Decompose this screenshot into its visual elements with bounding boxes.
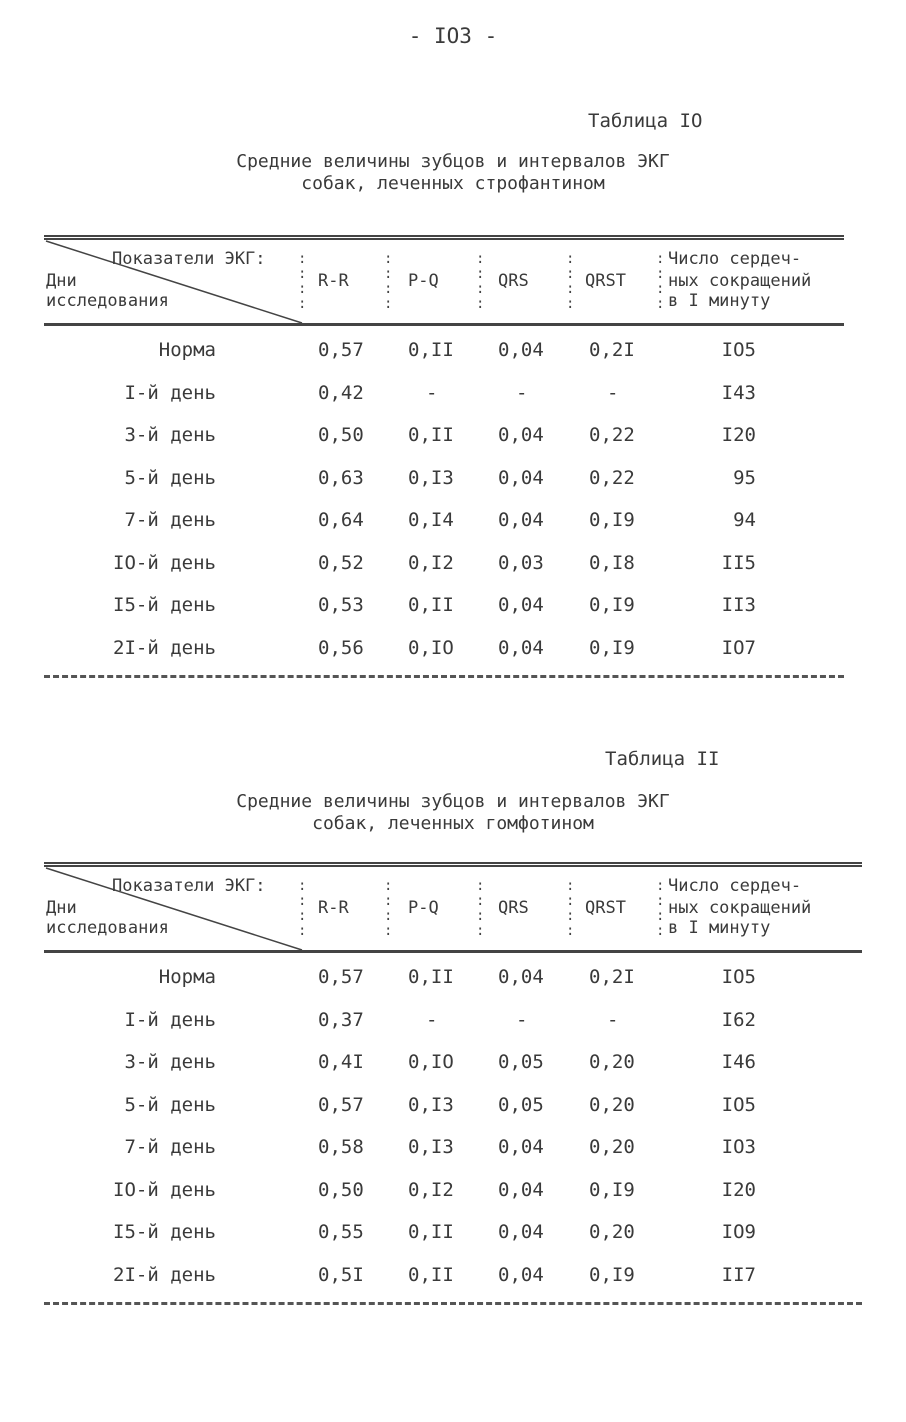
table-row [44,637,844,677]
header-qrs: QRЅ [498,271,529,291]
table-row [44,966,862,1006]
cell-rr: 0,64 [318,509,364,531]
column-separator: : [384,281,393,297]
page-number: - IO3 - [408,24,498,48]
cell-qrs: 0,04 [498,1263,544,1286]
column-separator: : [566,251,575,267]
column-separator: : [384,893,393,909]
cell-rr: 0,55 [318,1221,364,1243]
cell-heart-rate: II5 [721,551,756,574]
header-qrs: QRЅ [498,898,529,918]
cell-qrst: 0,20 [589,1051,635,1073]
cell-pq: 0,II [408,339,454,361]
cell-rr: 0,56 [318,636,364,659]
cell-rr: 0,50 [318,1178,364,1201]
column-separator: : [298,296,307,312]
cell-pq: 0,II [408,1263,454,1286]
cell-pq: 0,II [408,1221,454,1243]
header-indicators: Показатели ЭКГ: [112,249,266,269]
table-row [44,1264,862,1304]
header-days: Дни [46,898,77,918]
cell-pq: 0,I3 [408,1093,454,1116]
column-separator: : [476,266,485,282]
cell-heart-rate: I20 [721,424,756,446]
column-separator: : [566,923,575,939]
cell-pq: - [426,381,438,404]
column-separator: : [298,878,307,894]
cell-rr: 0,4I [318,1051,364,1073]
table-bottom-rule [44,675,844,678]
cell-qrst: 0,I9 [589,1178,635,1201]
table-10-caption-line1: Средние величины зубцов и интервалов ЭКГ [236,151,670,172]
cell-rr: 0,63 [318,466,364,489]
table-row [44,467,844,507]
column-separator: : [476,281,485,297]
cell-qrst: 0,20 [589,1093,635,1116]
header-heart-rate-2: ных сокращений [668,898,812,918]
cell-qrst: 0,I9 [589,1263,635,1286]
column-separator: : [656,266,665,282]
header-heart-rate-1: Число сердеч- [668,876,802,896]
cell-rr: 0,57 [318,339,364,361]
column-separator: : [476,251,485,267]
cell-qrs: 0,04 [498,594,544,616]
cell-qrs: 0,04 [498,1221,544,1243]
row-day-label: I5-й день [113,594,216,616]
cell-pq: 0,I3 [408,1136,454,1158]
column-separator: : [566,296,575,312]
cell-pq: 0,I4 [408,509,454,531]
row-day-label: 5-й день [124,1093,216,1116]
cell-qrst: - [607,1008,619,1031]
cell-pq: 0,II [408,594,454,616]
header-heart-rate-2: ных сокращений [668,271,812,291]
column-separator: : [384,296,393,312]
cell-qrs: - [516,381,528,404]
cell-pq: 0,IO [408,1051,454,1073]
column-separator: : [656,893,665,909]
column-separator: : [384,878,393,894]
cell-rr: 0,58 [318,1136,364,1158]
row-day-label: IO-й день [113,551,216,574]
header-research: исследования [46,291,169,311]
row-day-label: 2I-й день [113,636,216,659]
column-separator: : [476,908,485,924]
header-pq: P-Q [408,271,439,291]
table-row [44,1179,862,1219]
cell-rr: 0,42 [318,381,364,404]
cell-pq: - [426,1008,438,1031]
header-heart-rate-3: в I минуту [668,918,771,938]
table-10 [44,235,844,680]
column-separator: : [298,281,307,297]
cell-qrs: 0,04 [498,966,544,988]
cell-heart-rate: IO5 [721,1093,756,1116]
cell-rr: 0,57 [318,1093,364,1116]
table-row [44,1221,862,1261]
table-row [44,1136,862,1176]
cell-qrst: 0,20 [589,1221,635,1243]
cell-qrst: 0,2I [589,966,635,988]
cell-pq: 0,I3 [408,466,454,489]
cell-qrs: 0,04 [498,424,544,446]
table-row [44,1009,862,1049]
column-separator: : [566,266,575,282]
header-heart-rate-1: Число сердеч- [668,249,802,269]
table-11-label: Таблица II [605,748,720,770]
cell-qrst: 0,2I [589,339,635,361]
column-separator: : [298,266,307,282]
row-day-label: 7-й день [124,509,216,531]
column-separator: : [656,251,665,267]
column-separator: : [566,281,575,297]
cell-qrst: 0,22 [589,466,635,489]
cell-heart-rate: 94 [733,509,756,531]
column-separator: : [298,908,307,924]
table-row [44,509,844,549]
cell-heart-rate: I20 [721,1178,756,1201]
cell-heart-rate: IO5 [721,966,756,988]
cell-rr: 0,53 [318,594,364,616]
cell-qrs: - [516,1008,528,1031]
table-bottom-rule [44,1302,862,1305]
cell-rr: 0,50 [318,424,364,446]
row-day-label: I5-й день [113,1221,216,1243]
header-rr: R-R [318,898,349,918]
column-separator: : [656,908,665,924]
table-row [44,1094,862,1134]
cell-pq: 0,I2 [408,1178,454,1201]
cell-qrs: 0,04 [498,1136,544,1158]
row-day-label: I-й день [124,381,216,404]
row-day-label: 2I-й день [113,1263,216,1286]
table-10-caption [0,151,906,195]
row-day-label: I-й день [124,1008,216,1031]
table-11-caption-line1: Средние величины зубцов и интервалов ЭКГ [236,791,670,812]
row-day-label: Норма [158,966,216,988]
table-row [44,382,844,422]
column-separator: : [476,923,485,939]
table-row [44,339,844,379]
cell-pq: 0,IO [408,636,454,659]
cell-rr: 0,57 [318,966,364,988]
column-separator: : [384,251,393,267]
cell-qrs: 0,05 [498,1051,544,1073]
column-separator: : [298,251,307,267]
cell-heart-rate: I46 [721,1051,756,1073]
header-bottom-rule [44,323,844,326]
cell-qrs: 0,04 [498,339,544,361]
cell-qrs: 0,04 [498,1178,544,1201]
cell-pq: 0,II [408,424,454,446]
header-qrst: QRЅT [585,898,626,918]
table-row [44,552,844,592]
column-separator: : [298,923,307,939]
header-indicators: Показатели ЭКГ: [112,876,266,896]
cell-heart-rate: 95 [733,466,756,489]
column-separator: : [384,908,393,924]
cell-heart-rate: IO3 [721,1136,756,1158]
table-10-label: Таблица IO [588,110,703,132]
table-row [44,1051,862,1091]
cell-rr: 0,37 [318,1008,364,1031]
header-bottom-rule [44,950,862,953]
column-separator: : [384,923,393,939]
row-day-label: Норма [158,339,216,361]
cell-heart-rate: I62 [721,1008,756,1031]
table-11-caption-line2: собак, леченных гомфотином [312,813,594,834]
cell-heart-rate: II7 [721,1263,756,1286]
column-separator: : [476,878,485,894]
row-day-label: 3-й день [124,1051,216,1073]
cell-qrs: 0,03 [498,551,544,574]
column-separator: : [656,923,665,939]
cell-qrs: 0,04 [498,466,544,489]
column-separator: : [476,296,485,312]
row-day-label: 3-й день [124,424,216,446]
table-11 [44,862,862,1312]
cell-qrs: 0,05 [498,1093,544,1116]
column-separator: : [566,908,575,924]
column-separator: : [298,893,307,909]
header-research: исследования [46,918,169,938]
header-qrst: QRЅT [585,271,626,291]
cell-qrst: 0,22 [589,424,635,446]
table-row [44,594,844,634]
cell-qrst: 0,I9 [589,594,635,616]
column-separator: : [384,266,393,282]
cell-pq: 0,I2 [408,551,454,574]
row-day-label: IO-й день [113,1178,216,1201]
cell-heart-rate: IO9 [721,1221,756,1243]
cell-rr: 0,52 [318,551,364,574]
cell-rr: 0,5I [318,1263,364,1286]
cell-qrst: 0,I8 [589,551,635,574]
cell-heart-rate: I43 [721,381,756,404]
column-separator: : [656,296,665,312]
table-11-caption [0,791,906,835]
table-row [44,424,844,464]
cell-qrst: - [607,381,619,404]
column-separator: : [476,893,485,909]
column-separator: : [566,893,575,909]
cell-pq: 0,II [408,966,454,988]
row-day-label: 7-й день [124,1136,216,1158]
header-heart-rate-3: в I минуту [668,291,771,311]
cell-qrst: 0,I9 [589,509,635,531]
column-separator: : [656,878,665,894]
header-rr: R-R [318,271,349,291]
cell-qrst: 0,20 [589,1136,635,1158]
cell-qrst: 0,I9 [589,636,635,659]
row-day-label: 5-й день [124,466,216,489]
cell-qrs: 0,04 [498,636,544,659]
table-10-caption-line2: собак, леченных строфантином [301,173,605,194]
cell-heart-rate: II3 [721,594,756,616]
column-separator: : [566,878,575,894]
cell-qrs: 0,04 [498,509,544,531]
cell-heart-rate: IO7 [721,636,756,659]
header-days: Дни [46,271,77,291]
cell-heart-rate: IO5 [721,339,756,361]
column-separator: : [656,281,665,297]
header-pq: P-Q [408,898,439,918]
